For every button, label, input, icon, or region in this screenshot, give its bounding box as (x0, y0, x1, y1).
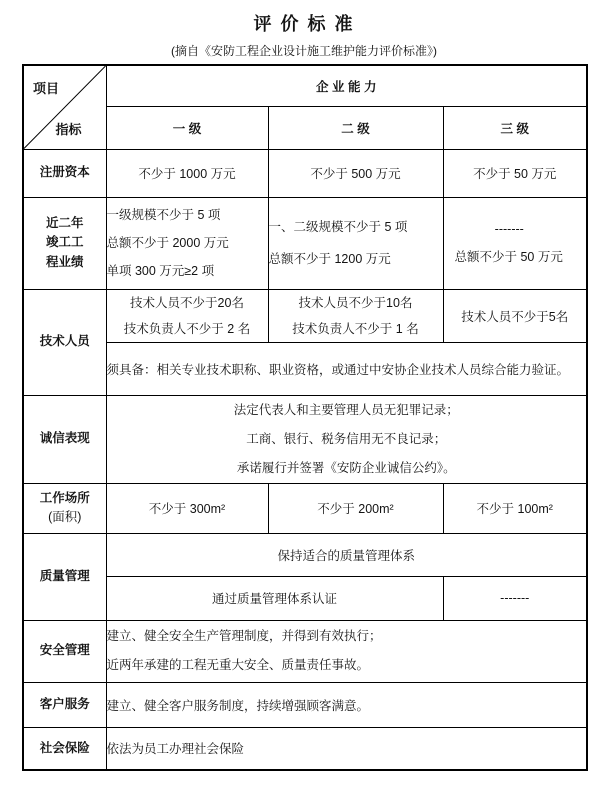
cell-workplace-l2: 不少于 200m² (268, 483, 443, 533)
header-level-3: 三 级 (443, 106, 587, 149)
cell-registered-capital-l3: 不少于 50 万元 (443, 149, 587, 197)
cell-technical-l2 (268, 289, 443, 342)
corner-indicator-label: 指标 (55, 121, 82, 137)
label-line: 程业绩 (45, 254, 84, 269)
page-subtitle: (摘自《安防工程企业设计施工维护能力评价标准》) (171, 44, 437, 58)
cell-customer-service: 建立、健全客户服务制度，持续增强顾客满意。 (106, 682, 587, 727)
cell-quality-l3-dash: ------- (443, 576, 587, 620)
row-label-integrity: 诚信表现 (23, 395, 106, 483)
cell-technical-note: 须具备：相关专业技术职称、职业资格，或通过中安协企业技术人员综合能力验证。 (106, 342, 587, 395)
cell-line: 近两年承建的工程无重大安全、质量责任事故。 (106, 658, 370, 672)
header-level-2: 二 级 (268, 106, 443, 149)
cell-integrity (106, 395, 587, 483)
cell-quality-certification: 通过质量管理体系认证 (106, 576, 443, 620)
row-label-technical-staff: 技术人员 (23, 289, 106, 395)
corner-item-label: 项目 (33, 81, 60, 96)
group-header-enterprise-capability: 企 业 能 力 (106, 65, 587, 106)
cell-line: 总额不少于 50 万元 (454, 250, 563, 264)
cell-technical-l1 (106, 289, 268, 342)
row-label-customer-service: 客户服务 (23, 682, 106, 727)
label-line-area: (面积) (48, 510, 82, 524)
page-title: 评 价 标 准 (253, 14, 355, 34)
row-label-safety: 安全管理 (23, 620, 106, 682)
row-label-project-performance (23, 197, 106, 289)
cell-social-insurance: 依法为员工办理社会保险 (106, 727, 587, 770)
cell-line: 法定代表人和主要管理人员无犯罪记录； (233, 402, 459, 417)
cell-line: 技术负责人不少于 1 名 (292, 321, 419, 336)
row-label-quality: 质量管理 (23, 533, 106, 620)
cell-registered-capital-l1: 不少于 1000 万元 (106, 149, 268, 197)
cell-line: 总额不少于 2000 万元 (106, 236, 229, 250)
label-line: 工作场所 (39, 490, 90, 505)
cell-line: 一、二级规模不少于 5 项 (268, 220, 408, 234)
row-label-registered-capital: 注册资本 (23, 149, 106, 197)
cell-line: 建立、健全安全生产管理制度，并得到有效执行； (106, 629, 382, 643)
header-level-1: 一 级 (106, 106, 268, 149)
row-label-workplace (23, 483, 106, 533)
cell-performance-l1 (106, 197, 268, 289)
cell-line: 单项 300 万元≥2 项 (106, 264, 215, 278)
cell-line: 工商、银行、税务信用无不良记录； (246, 431, 447, 446)
cell-technical-l3: 技术人员不少于5名 (443, 289, 587, 342)
row-label-social-insurance: 社会保险 (23, 727, 106, 770)
label-line: 近二年 (45, 215, 84, 230)
dash-placeholder: ------- (494, 222, 524, 236)
cell-line: 技术负责人不少于 2 名 (123, 321, 251, 336)
cell-line: 总额不少于 1200 万元 (268, 252, 391, 266)
evaluation-table (22, 64, 588, 771)
cell-workplace-l1: 不少于 300m² (106, 483, 268, 533)
label-line: 竣工工 (45, 235, 84, 250)
cell-line: 技术人员不少于10名 (298, 295, 413, 310)
cell-line: 承诺履行并签署《安防企业诚信公约》。 (236, 460, 456, 475)
cell-performance-l3 (443, 197, 587, 289)
cell-registered-capital-l2: 不少于 500 万元 (268, 149, 443, 197)
cell-line: 一级规模不少于 5 项 (106, 208, 221, 222)
corner-header-cell (23, 65, 106, 149)
cell-workplace-l3: 不少于 100m² (443, 483, 587, 533)
cell-line: 技术人员不少于20名 (130, 295, 244, 310)
cell-performance-l2 (268, 197, 443, 289)
cell-quality-system: 保持适合的质量管理体系 (106, 533, 587, 576)
cell-safety (106, 620, 587, 682)
